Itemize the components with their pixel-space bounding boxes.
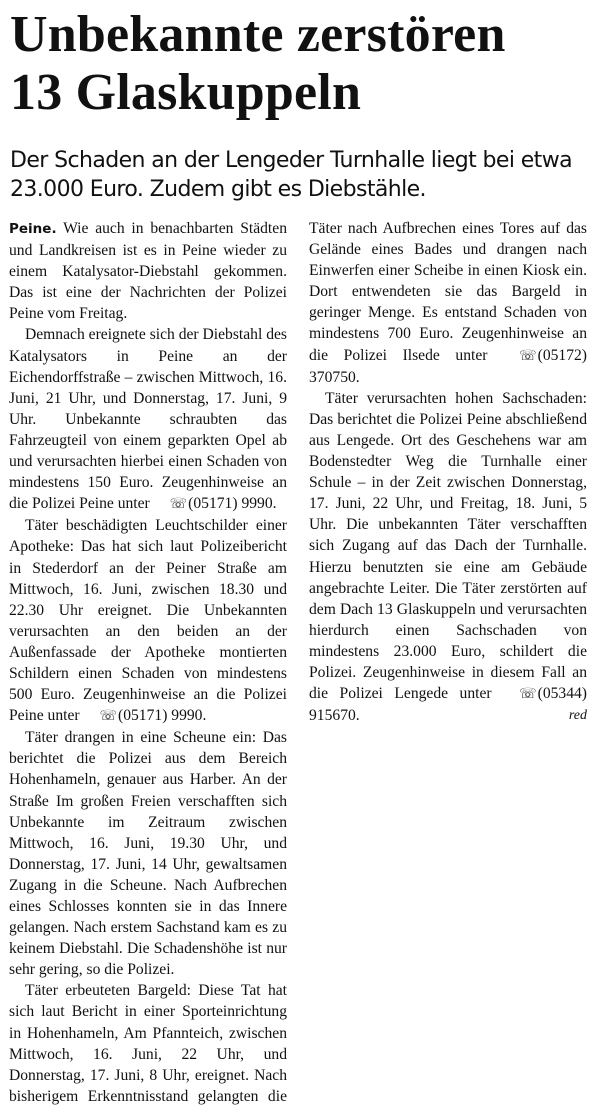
phone-icon: ☏	[99, 708, 118, 725]
phone-number: (05171) 9990.	[118, 707, 207, 725]
paragraph-5-text: Täter erbeuteten Bargeld: Diese Tat hat sich laut Bericht in einer Sporteinrichtung in Hohenhameln, Am Pfannteich, zwischen Mittwoch, 16. Juni, 22 Uhr, und Donnerstag, 17. Juni, 8 Uhr, ereignet. Nach bisherigem Erkenntnisstand gelangten die Täter nach Aufbrechen eines Tores auf das Gelände eines Bades und drangen nach Einwerfen einer Scheibe in einen Kiosk ein. Dort entwendeten sie das Bargeld in geringer Menge. Es entstand Schaden von mindestens 700 Euro. Zeugenhinweise an die Polizei Ilsede unter	[9, 220, 587, 1105]
paragraph-6-text: Täter verursachten hohen Sachschaden: Das berichtet die Polizei Peine abschließend aus Lengede. Ort des Geschehens war am Bodenstedter Weg die Turnhalle einer Schule – in der Zeit zwischen Donnerstag, 17. Juni, 22 Uhr, und Freitag, 18. Juni, 5 Uhr. Die unbekannten Täter verschafften sich Zugang auf das Dach der Turnhalle. Hierzu benutzten sie eine am Gebäude angebrachte Leiter. Die Täter zerstörten auf dem Dach 13 Glaskuppeln und verursachten hierdurch einen Sachschaden von mindestens 23.000 Euro, schildert die Polizei. Zeugenhinweise in diesem Fall an die Polizei Lengede unter	[309, 389, 587, 703]
article-headline	[10, 6, 590, 122]
paragraph-3	[9, 515, 287, 727]
phone-number: (05171) 9990.	[188, 495, 277, 513]
phone-icon: ☏	[519, 347, 537, 364]
phone-number: (05344) 915670.	[309, 685, 587, 725]
phone-icon: ☏	[169, 496, 188, 513]
paragraph-4: Täter drangen in eine Scheune ein: Das berichtet die Polizei aus dem Bereich Hohenhameln, genauer aus Harber. An der Straße Im großen Freien verschafften sich Unbekannte im Zeitraum zwischen Mittwoch, 16. Juni, 19.30 Uhr, und Donnerstag, 17. Juni, 14 Uhr, gewaltsamen Zugang in die Scheune. Nach Aufbrechen eines Schlosses konnten sie in das Innere gelangen. Nach erstem Sachstand kam es zu keinem Diebstahl. Die Schadenshöhe ist nur sehr gering, so die Polizei.	[9, 729, 287, 979]
paragraph-2-text: Demnach ereignete sich der Diebstahl des Katalysators in Peine an der Eichendorffstraße – zwischen Mittwoch, 16. Juni, 21 Uhr, und Donnerstag, 17. Juni, 9 Uhr. Unbekannte schraubten das Fahrzeugteil von einem geparkten Opel ab und verursachten hierbei einen Schaden von mindestens 150 Euro. Zeugenhinweise an die Polizei Peine unter	[9, 326, 287, 513]
paragraph-6	[309, 388, 587, 727]
phone-number: (05172) 370750.	[309, 346, 587, 386]
article-subheadline: Der Schaden an der Lengeder Turnhalle liegt bei etwa 23.000 Euro. Zudem gibt es Diebstähle.	[10, 148, 572, 202]
paragraph-1	[9, 218, 287, 324]
dateline: Peine.	[9, 221, 57, 237]
paragraph-3-text: Täter beschädigten Leuchtschilder einer Apotheke: Das hat sich laut Polizeibericht in Stederdorf an der Peiner Straße am Mittwoch, 16. Juni, zwischen 18.30 und 22.30 Uhr ereignet. Die Unbekannten verursachten an den beiden an der Außenfassade der Apotheke montierten Schildern einen Schaden von mindestens 500 Euro. Zeugenhinweise an die Polizei Peine unter	[9, 517, 287, 725]
phone-icon: ☏	[519, 686, 537, 703]
paragraph-1-text: Wie auch in benachbarten Städten und Landkreisen ist es in Peine wieder zu einem Katalysator-Diebstahl gekommen. Das ist eine der Nachrichten der Polizei Peine vom Freitag.	[9, 220, 287, 323]
author-signature: red	[568, 708, 587, 724]
paragraph-2	[9, 324, 287, 515]
headline-line-2: 13 Glaskuppeln	[10, 64, 362, 121]
article-body	[9, 218, 587, 1108]
headline-line-1: Unbekannte zerstören	[10, 6, 506, 63]
